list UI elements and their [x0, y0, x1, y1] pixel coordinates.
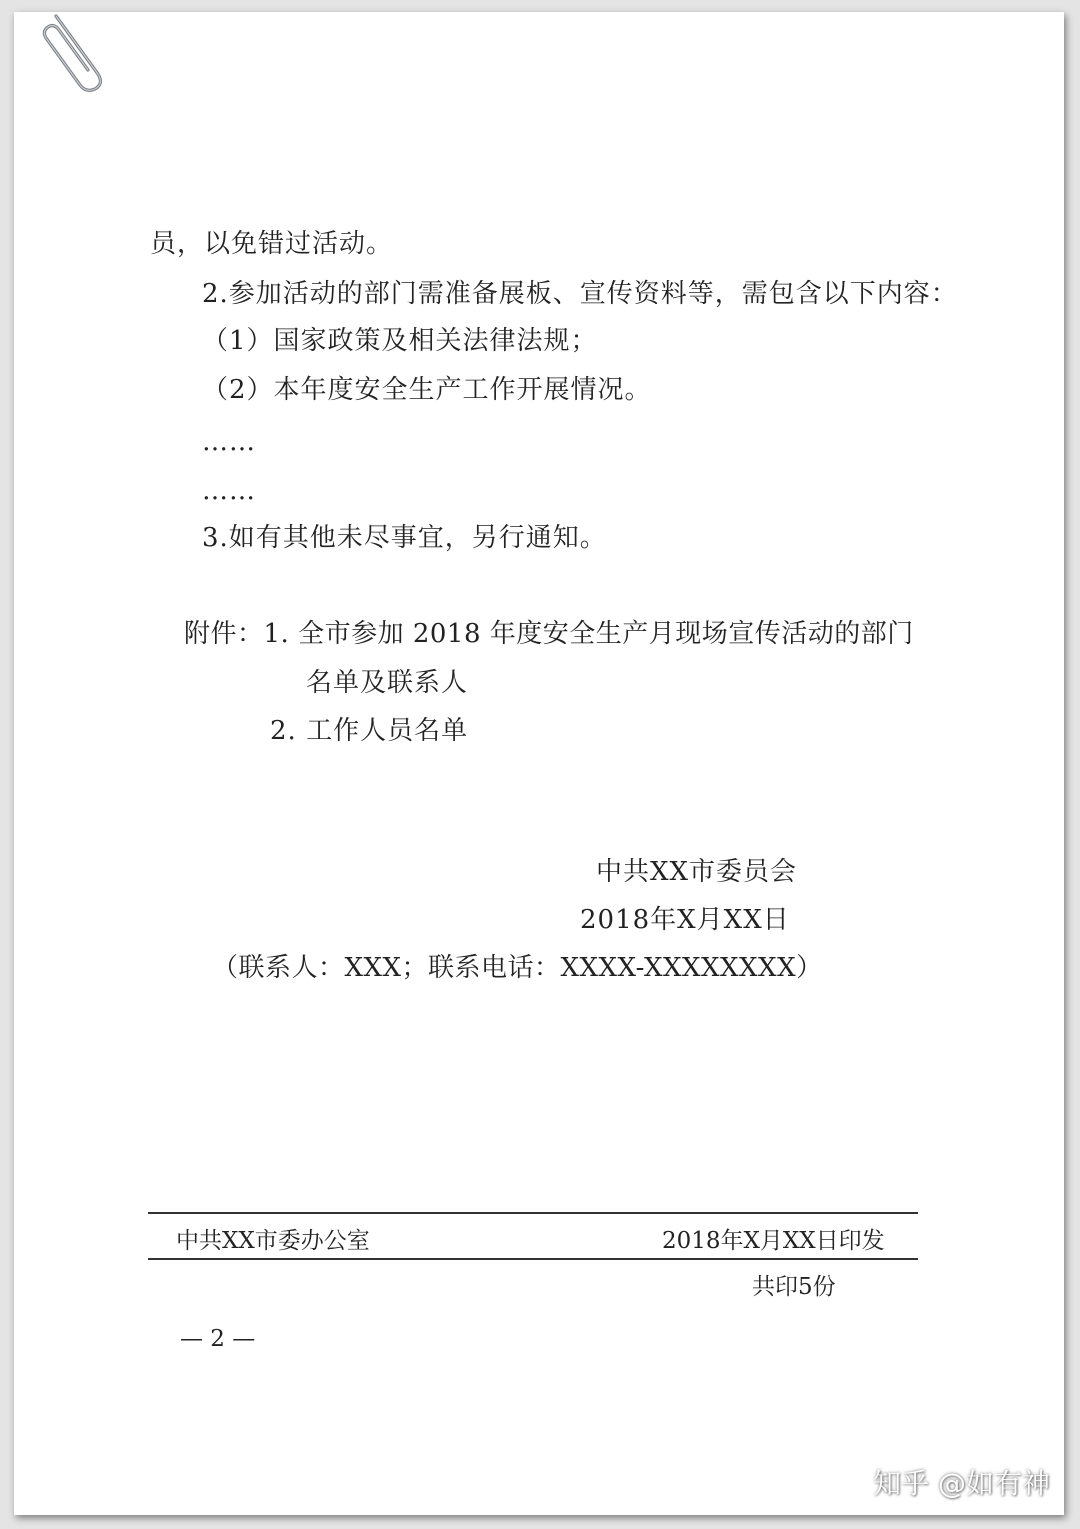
- footer-bottom-rule: [148, 1258, 918, 1260]
- signature-org: 中共XX市委员会: [596, 857, 798, 887]
- body-line-2: 2.参加活动的部门需准备展板、宣传资料等，需包含以下内容：: [202, 279, 958, 309]
- attachment-item-1-cont: 名单及联系人: [306, 668, 469, 698]
- contact-info: （联系人：XXX；联系电话：XXXX-XXXXXXXX）: [212, 953, 823, 983]
- page-number: — 2 —: [180, 1326, 256, 1352]
- footer-copies: 共印5份: [752, 1274, 836, 1300]
- attachment-item-1: 附件：1. 全市参加 2018 年度安全生产月现场宣传活动的部门: [184, 619, 914, 649]
- signature-date: 2018年X月XX日: [580, 905, 790, 935]
- attachment-item-2: 2. 工作人员名单: [270, 716, 469, 746]
- watermark: 知乎 @如有神: [873, 1467, 1050, 1500]
- footer-issuer: 中共XX市委办公室: [176, 1228, 370, 1254]
- ellipsis-2: ……: [202, 476, 256, 506]
- ellipsis-1: ……: [202, 427, 256, 457]
- body-line-3: 3.如有其他未尽事宜，另行通知。: [202, 523, 607, 553]
- footer-issue-date: 2018年X月XX日印发: [662, 1228, 885, 1254]
- list-item-2: （2）本年度安全生产工作开展情况。: [202, 375, 652, 405]
- body-line-1: 员，以免错过活动。: [150, 229, 394, 259]
- footer-top-rule: [148, 1212, 918, 1214]
- paperclip-icon: [34, 12, 104, 96]
- list-item-1: （1）国家政策及相关法律法规；: [202, 326, 598, 356]
